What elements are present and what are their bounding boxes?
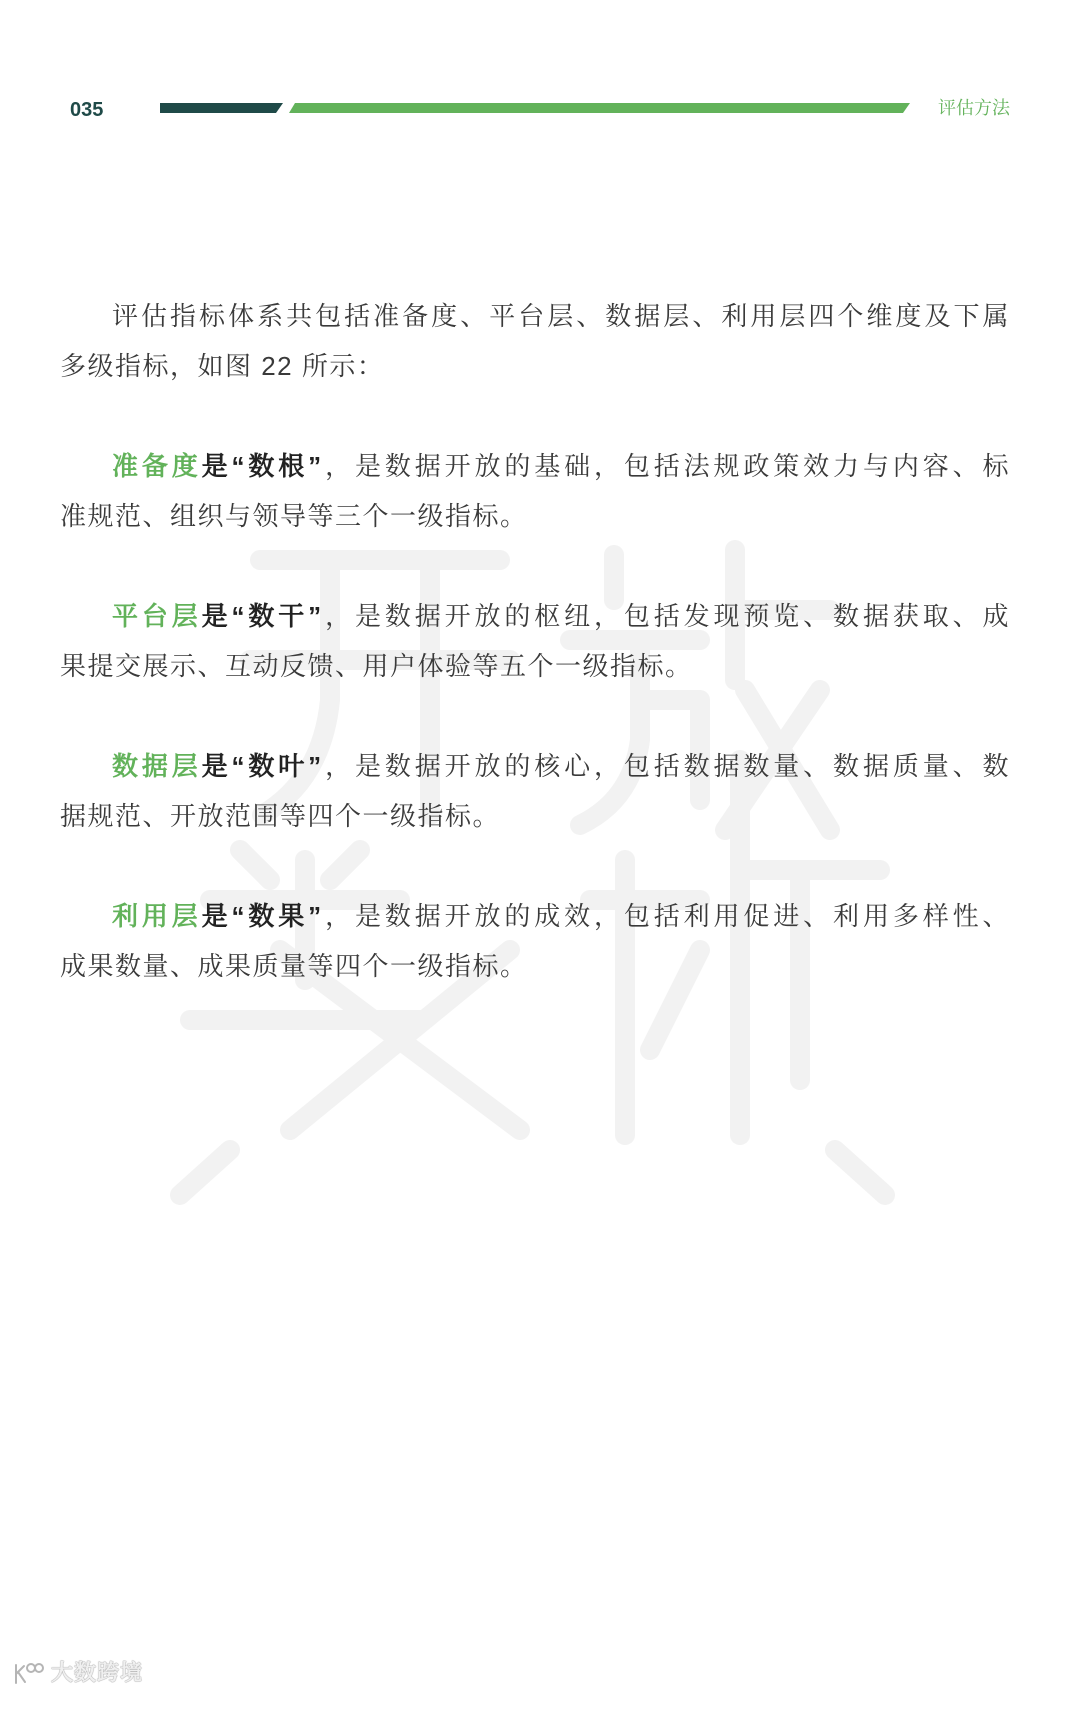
- paragraph-line: [60, 891, 1010, 941]
- term-alias: 是“数叶”: [201, 751, 323, 781]
- term-alias: 是“数根”: [201, 451, 323, 481]
- paragraph-text: 果提交展示、互动反馈、用户体验等五个一级指标。: [60, 651, 693, 681]
- corner-brand-watermark: [11, 1658, 143, 1688]
- highlight-term: 平台层: [112, 601, 202, 631]
- term-alias: 是“数干”: [201, 601, 323, 631]
- body-content: [60, 291, 1010, 1041]
- paragraph-text: 准规范、组织与领导等三个一级指标。: [60, 501, 528, 531]
- corner-brand-text: 大数跨境: [51, 1660, 144, 1685]
- term-alias: 是“数果”: [201, 901, 323, 931]
- paragraph-line: [60, 741, 1010, 791]
- page-number: 035: [70, 99, 104, 121]
- section-title: 评估方法: [938, 98, 1010, 118]
- paragraph-line: [60, 291, 1010, 341]
- paragraph-text: 据规范、开放范围等四个一级指标。: [60, 801, 501, 831]
- paragraph-data-layer: [60, 741, 1010, 841]
- paragraph-utilization: [60, 891, 1010, 991]
- paragraph-text: 评估指标体系共包括准备度、平台层、数据层、利用层四个维度及下属: [112, 301, 1010, 331]
- highlight-term: 准备度: [112, 451, 202, 481]
- paragraph-text: ，是数据开放的核心，包括数据数量、数据质量、数: [322, 751, 1010, 781]
- paragraph-text: ，是数据开放的基础，包括法规政策效力与内容、标: [322, 451, 1010, 481]
- header-bar-dark: [160, 103, 283, 113]
- paragraph-text: ，是数据开放的枢纽，包括发现预览、数据获取、成: [322, 601, 1010, 631]
- paragraph-text: 多级指标，如图 22 所示：: [60, 351, 385, 381]
- paragraph-text: 成果数量、成果质量等四个一级指标。: [60, 951, 528, 981]
- paragraph-platform: [60, 591, 1010, 691]
- header-bar-green: [289, 103, 910, 113]
- paragraph-intro: [60, 291, 1010, 391]
- highlight-term: 数据层: [112, 751, 202, 781]
- paragraph-line: [60, 441, 1010, 491]
- paragraph-readiness: [60, 441, 1010, 541]
- highlight-term: 利用层: [112, 901, 202, 931]
- brand-logo-icon: [11, 1659, 45, 1687]
- paragraph-text: ，是数据开放的成效，包括利用促进、利用多样性、: [322, 901, 1010, 931]
- paragraph-line: [60, 591, 1010, 641]
